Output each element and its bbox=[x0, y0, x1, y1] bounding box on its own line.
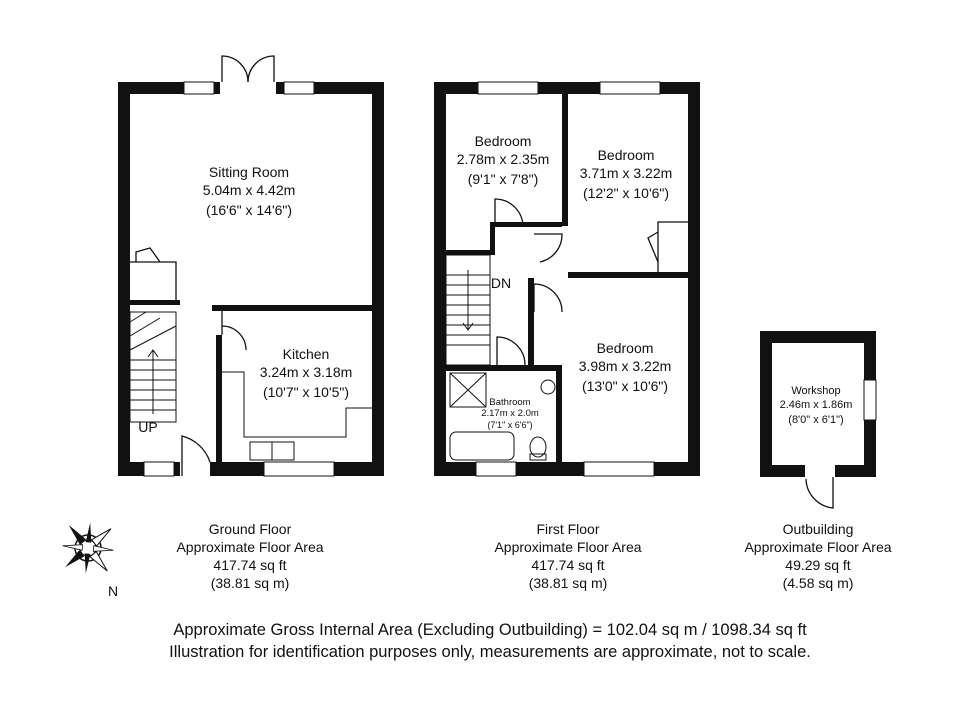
room-imperial: (9'1" x 7'8") bbox=[467, 171, 539, 187]
stair-up-label: UP bbox=[138, 419, 158, 435]
bedroom-2-door bbox=[534, 234, 562, 262]
caption-area-sqm: (38.81 sq m) bbox=[528, 575, 608, 591]
gross-area-statement: Approximate Gross Internal Area (Excluding Outbuilding) = 102.04 sq m / 1098.34 sq ft bbox=[173, 621, 807, 639]
caption-subtitle: Approximate Floor Area bbox=[494, 539, 642, 555]
ground-east-wall bbox=[372, 82, 384, 476]
front-door-opening bbox=[180, 460, 210, 478]
room-name: Bathroom bbox=[489, 397, 531, 408]
workshop-west-wall bbox=[760, 331, 772, 477]
caption-subtitle: Approximate Floor Area bbox=[744, 539, 892, 555]
room-label-bedroom-1 bbox=[457, 133, 550, 187]
caption-area-sqm: (38.81 sq m) bbox=[210, 575, 290, 591]
french-door-right bbox=[248, 56, 274, 82]
room-metric: 2.78m x 2.35m bbox=[456, 151, 550, 167]
room-imperial: (13'0" x 10'6") bbox=[581, 378, 669, 394]
first-west-wall bbox=[434, 82, 446, 476]
room-label-bedroom-3 bbox=[579, 340, 672, 394]
bathroom-window bbox=[476, 462, 516, 476]
bathroom-east-wall bbox=[556, 365, 562, 463]
workshop-door-opening bbox=[805, 463, 835, 479]
bathroom-north-wall bbox=[446, 365, 562, 371]
french-door-opening bbox=[220, 80, 276, 96]
first-south-wall bbox=[434, 462, 700, 476]
compass-rose-icon bbox=[46, 506, 131, 591]
room-imperial: (7'1" x 6'6") bbox=[487, 420, 533, 430]
room-imperial: (12'2" x 10'6") bbox=[582, 185, 670, 201]
stairwell-top-wall bbox=[446, 250, 492, 255]
sitting-room-window-left bbox=[184, 82, 214, 94]
disclaimer: Illustration for identification purposes only, measurements are approximate, not to scale. bbox=[169, 643, 811, 661]
room-metric: 5.04m x 4.42m bbox=[202, 182, 296, 198]
caption-title: Ground Floor bbox=[208, 521, 292, 537]
room-metric: 2.46m x 1.86m bbox=[779, 399, 853, 411]
bedroom-2-window bbox=[600, 82, 660, 94]
kitchen-west-wall bbox=[216, 335, 222, 466]
room-imperial: (10'7" x 10'5") bbox=[262, 384, 350, 400]
stair-down-arrow bbox=[463, 270, 473, 330]
kitchen-counter bbox=[222, 372, 372, 437]
bathroom-door bbox=[497, 337, 525, 365]
caption-title: First Floor bbox=[536, 521, 600, 537]
room-label-bathroom bbox=[481, 397, 539, 430]
room-name: Bedroom bbox=[596, 340, 654, 356]
room-metric: 3.98m x 3.22m bbox=[578, 358, 672, 374]
bedroom-divider-wall bbox=[562, 94, 568, 226]
hall-window bbox=[144, 462, 174, 476]
bedroom-3-window bbox=[584, 462, 654, 476]
basin bbox=[541, 380, 555, 394]
room-imperial: (16'6" x 14'6") bbox=[205, 202, 293, 218]
room-name: Sitting Room bbox=[208, 164, 290, 180]
bedroom-2-wardrobe bbox=[658, 222, 688, 272]
bedroom-3-door bbox=[534, 284, 562, 312]
bathtub bbox=[450, 432, 514, 460]
kitchen-door bbox=[222, 311, 246, 350]
cupboard-door bbox=[136, 248, 160, 262]
workshop-north-wall bbox=[760, 331, 876, 343]
kitchen-north-wall bbox=[212, 305, 376, 311]
compass-north-label: N bbox=[107, 583, 119, 599]
ground-west-wall bbox=[118, 82, 130, 476]
first-floor-caption bbox=[468, 520, 668, 592]
caption-area-sqft: 417.74 sq ft bbox=[213, 557, 287, 573]
bedroom-3-north-wall bbox=[568, 272, 688, 278]
room-label-sitting-room bbox=[203, 164, 296, 218]
caption-title: Outbuilding bbox=[782, 521, 854, 537]
caption-area-sqft: 49.29 sq ft bbox=[785, 557, 851, 573]
caption-area-sqm: (4.58 sq m) bbox=[782, 575, 854, 591]
kitchen-window bbox=[264, 462, 334, 476]
ground-floor-caption bbox=[150, 520, 350, 592]
first-east-wall bbox=[688, 82, 700, 476]
room-name: Kitchen bbox=[282, 346, 330, 362]
room-metric: 3.71m x 3.22m bbox=[579, 165, 673, 181]
room-metric: 3.24m x 3.18m bbox=[259, 364, 353, 380]
room-name: Workshop bbox=[791, 385, 841, 397]
workshop-window bbox=[864, 380, 876, 420]
room-name: Bedroom bbox=[597, 147, 655, 163]
room-name: Bedroom bbox=[474, 133, 532, 149]
ground-floor-plan bbox=[118, 56, 384, 478]
room-label-workshop bbox=[780, 385, 853, 426]
outbuilding-caption bbox=[718, 520, 918, 592]
caption-subtitle: Approximate Floor Area bbox=[176, 539, 324, 555]
landing-east-wall bbox=[528, 278, 534, 368]
understairs-cupboard bbox=[130, 262, 176, 305]
room-imperial: (8'0" x 6'1") bbox=[788, 414, 844, 426]
sitting-room-window-right bbox=[284, 82, 314, 94]
room-metric: 2.17m x 2.0m bbox=[481, 408, 539, 419]
stair-down-label: DN bbox=[490, 275, 512, 291]
workshop-door bbox=[806, 477, 833, 508]
room-label-bedroom-2 bbox=[580, 147, 673, 201]
room-label-kitchen bbox=[260, 346, 353, 400]
caption-area-sqft: 417.74 sq ft bbox=[531, 557, 605, 573]
french-door-left bbox=[222, 56, 248, 82]
bedroom-1-window bbox=[478, 82, 538, 94]
bedroom-1-south-wall bbox=[490, 222, 562, 227]
